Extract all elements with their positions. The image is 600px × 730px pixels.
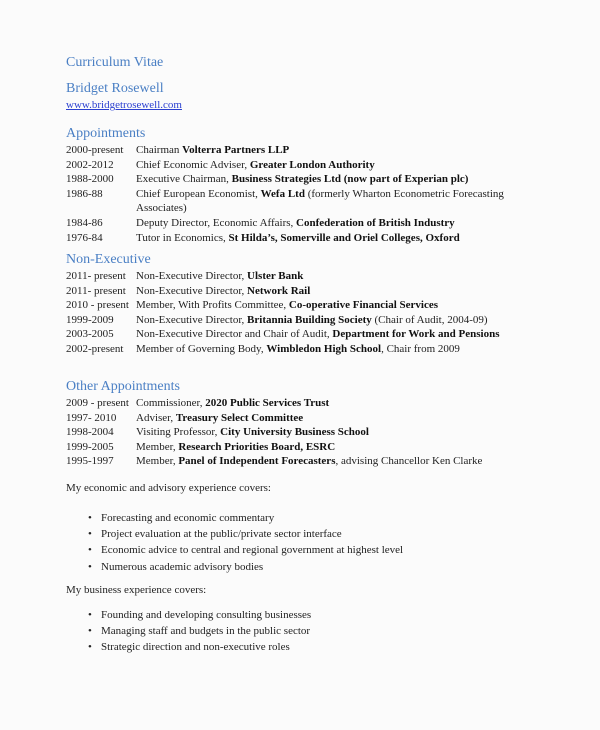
role-text: Member,: [136, 440, 179, 453]
organization-name: Britannia Building Society: [247, 313, 372, 326]
entry-description: [136, 313, 508, 328]
organization-name: Confederation of British Industry: [296, 216, 455, 229]
entry-row: [66, 187, 526, 216]
entry-row: [66, 313, 526, 328]
organization-name: Wimbledon High School: [266, 342, 382, 355]
entry-description: [136, 440, 508, 455]
document-title: Curriculum Vitae: [66, 55, 164, 70]
role-text: Tutor in Economics,: [136, 231, 229, 244]
business-list: [66, 607, 526, 656]
entry-description: [136, 172, 508, 187]
role-text: Non-Executive Director,: [136, 270, 248, 282]
entry-date: 2002-present: [66, 342, 124, 355]
role-text: Non-Executive Director,: [136, 284, 248, 297]
role-text: Commissioner,: [136, 397, 206, 409]
entry-date: 1986-88: [66, 187, 103, 200]
section-heading: Other Appointments: [66, 379, 180, 394]
role-text: Member of Governing Body,: [136, 342, 267, 355]
section-non-executive: [66, 252, 526, 357]
bullet-item: • Strategic direction and non-executive roles: [66, 639, 526, 655]
entry-row: [66, 158, 526, 173]
organization-name: Ulster Bank: [247, 270, 304, 282]
entry-description: [136, 396, 508, 411]
entry-description: [136, 425, 508, 440]
entry-row: [66, 172, 526, 187]
organization-name: Department for Work and Pensions: [332, 328, 500, 341]
role-text: Member,: [136, 455, 179, 468]
entry-row: [66, 327, 526, 342]
entry-date: 2010 - present: [66, 299, 129, 312]
role-text: (Chair of Audit, 2004-09): [371, 313, 488, 326]
entry-description: [136, 298, 508, 313]
role-text: , advising Chancellor Ken Clarke: [335, 455, 483, 468]
entry-date: 2000-present: [66, 144, 124, 156]
organization-name: Wefa Ltd: [260, 187, 305, 200]
entry-date: 1976-84: [66, 231, 103, 244]
bullet-item: • Forecasting and economic commentary: [66, 510, 526, 526]
organization-name: Research Priorities Board, ESRC: [178, 440, 336, 453]
entry-row: [66, 284, 526, 299]
role-text: Non-Executive Director,: [136, 313, 248, 326]
entry-row: [66, 425, 526, 440]
role-text: Chief European Economist,: [136, 187, 261, 200]
entry-description: [136, 231, 508, 246]
entry-date: 1999-2005: [66, 440, 114, 453]
role-text: Visiting Professor,: [136, 426, 221, 439]
entry-description: [136, 342, 508, 357]
website-link[interactable]: www.bridgetrosewell.com: [66, 99, 182, 111]
entry-date: 2011- present: [66, 284, 126, 297]
organization-name: City University Business School: [220, 426, 369, 439]
entry-date: 2002-2012: [66, 158, 114, 171]
role-text: Deputy Director, Economic Affairs,: [136, 216, 297, 229]
economic-intro: My economic and advisory experience covers:: [66, 482, 271, 494]
entry-date: 1999-2009: [66, 313, 114, 326]
section-heading: Appointments: [66, 126, 146, 141]
role-text: Member, With Profits Committee,: [136, 299, 289, 312]
organization-name: Co-operative Financial Services: [288, 299, 438, 312]
role-text: (formerly Wharton Econometric Forecasting Associates): [136, 187, 504, 215]
role-text: Executive Chairman,: [136, 173, 232, 186]
entry-description: [136, 158, 508, 173]
entry-date: 1988-2000: [66, 173, 114, 186]
entry-row: [66, 396, 526, 411]
role-text: , Chair from 2009: [381, 342, 460, 355]
entry-row: [66, 143, 526, 158]
entry-row: [66, 411, 526, 426]
role-text: Adviser,: [136, 411, 176, 424]
entry-description: [136, 327, 508, 342]
entry-row: [66, 298, 526, 313]
entry-date: 2009 - present: [66, 397, 129, 409]
organization-name: Panel of Independent Forecasters: [178, 455, 336, 468]
bullet-item: • Numerous academic advisory bodies: [66, 559, 526, 575]
entry-description: [136, 284, 508, 299]
organization-name: Network Rail: [247, 284, 311, 297]
economic-list: [66, 510, 526, 575]
bullet-item: • Project evaluation at the public/private sector interface: [66, 526, 526, 542]
entry-description: [136, 216, 508, 231]
entry-description: [136, 411, 508, 426]
entry-row: [66, 231, 526, 246]
bullet-item: • Founding and developing consulting businesses: [66, 607, 526, 623]
entry-date: 1997- 2010: [66, 411, 117, 424]
entry-date: 2003-2005: [66, 328, 114, 341]
organization-name: St Hilda’s, Somerville and Oriel Colleges, Oxford: [228, 231, 460, 244]
organization-name: 2020 Public Services Trust: [205, 397, 330, 409]
role-text: Chairman: [136, 144, 183, 156]
entry-row: [66, 454, 526, 469]
entry-description: [136, 187, 508, 216]
entry-row: [66, 269, 526, 284]
entry-date: 1998-2004: [66, 426, 114, 439]
entry-date: 2011- present: [66, 270, 126, 282]
entry-date: 1984-86: [66, 216, 103, 229]
entry-row: [66, 342, 526, 357]
organization-name: Treasury Select Committee: [175, 411, 304, 424]
entry-date: 1995-1997: [66, 455, 114, 468]
bullet-item: • Economic advice to central and regional government at highest level: [66, 542, 526, 558]
organization-name: Business Strategies Ltd (now part of Experian plc): [231, 173, 469, 186]
entry-description: [136, 269, 508, 284]
role-text: Non-Executive Director and Chair of Audit,: [136, 328, 333, 341]
entry-row: [66, 216, 526, 231]
organization-name: Volterra Partners LLP: [182, 144, 290, 156]
entry-description: [136, 454, 508, 469]
business-intro: My business experience covers:: [66, 584, 207, 596]
bullet-item: • Managing staff and budgets in the public sector: [66, 623, 526, 639]
entry-description: [136, 143, 508, 158]
organization-name: Greater London Authority: [249, 158, 375, 171]
section-other-appointments: [66, 379, 526, 469]
section-heading: Non-Executive: [66, 252, 151, 267]
role-text: Chief Economic Adviser,: [136, 158, 250, 171]
entry-row: [66, 440, 526, 455]
section-appointments: [66, 126, 526, 245]
person-name: Bridget Rosewell: [66, 81, 164, 96]
